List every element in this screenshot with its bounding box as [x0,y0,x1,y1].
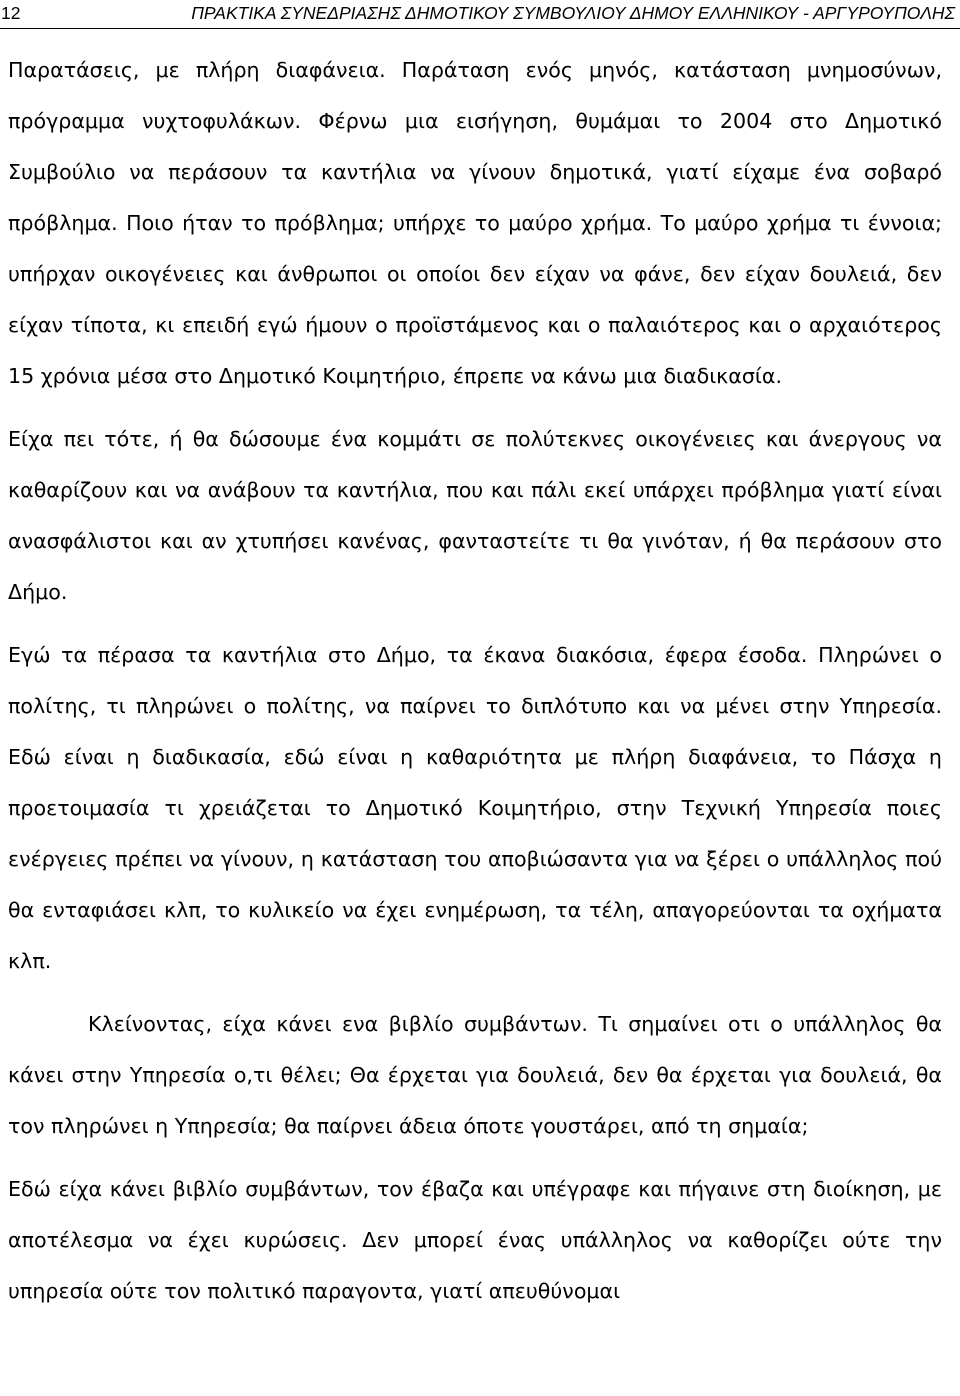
page-header [0,2,960,29]
paragraph: Παρατάσεις, με πλήρη διαφάνεια. Παράταση ενός μηνός, κατάσταση μνημοσύνων, πρόγραμμα νυχτοφυλάκων. Φέρνω μια εισήγηση, θυμάμαι το 2004 στο Δημοτικό Συμβούλιο να περάσουν τα καντήλια να γίνουν δημοτικά, γιατί είχαμε ένα σοβαρό πρόβλημα. Ποιο ήταν το πρόβλημα; υπήρχε το μαύρο χρήμα. Το μαύρο χρήμα τι έννοια; υπήρχαν οικογένειες και άνθρωποι οι οποίοι δεν είχαν να φάνε, δεν είχαν δουλειά, δεν είχαν τίποτα, κι επειδή εγώ ήμουν ο προϊστάμενος και ο παλαιότερος και ο αρχαιότερος 15 χρόνια μέσα στο Δημοτικό Κοιμητήριο, έπρεπε να κάνω μια διαδικασία. [8,58,942,388]
paragraph: Κλείνοντας, είχα κάνει ενα βιβλίο συμβάντων. Τι σημαίνει οτι ο υπάλληλος θα κάνει στην Υπηρεσία ο,τι θέλει; Θα έρχεται για δουλειά, δεν θα έρχεται για δουλειά, θα τον πληρώνει η Υπηρεσία; θα παίρνει άδεια όποτε γουστάρει, από τη σημαία; [8,1012,942,1138]
paragraph: Είχα πει τότε, ή θα δώσουμε ένα κομμάτι σε πολύτεκνες οικογένειες και άνεργους να καθαρίζουν και να ανάβουν τα καντήλια, που και πάλι εκεί υπάρχει πρόβλημα γιατί είναι ανασφάλιστοι και αν χτυπήσει κανένας, φανταστείτε τι θα γινόταν, ή θα περάσουν στο Δήμο. [8,427,942,604]
page-number: 12 [1,3,21,23]
document-body [8,45,942,1317]
running-title: ΠΡΑΚΤΙΚΑ ΣΥΝΕΔΡΙΑΣΗΣ ΔΗΜΟΤΙΚΟΥ ΣΥΜΒΟΥΛΙΟΥ ΔΗΜΟΥ ΕΛΛΗΝΙΚΟΥ - ΑΡΓΥΡΟΥΠΟΛΗΣ [191,3,955,23]
paragraph: Εγώ τα πέρασα τα καντήλια στο Δήμο, τα έκανα διακόσια, έφερα έσοδα. Πληρώνει ο πολίτης, τι πληρώνει ο πολίτης, να παίρνει το διπλότυπο και να μένει στην Υπηρεσία. Εδώ είναι η διαδικασία, εδώ είναι η καθαριότητα με πλήρη διαφάνεια, το Πάσχα η προετοιμασία τι χρειάζεται το Δημοτικό Κοιμητήριο, στην Τεχνική Υπηρεσία ποιες ενέργειες πρέπει να γίνουν, η κατάσταση του αποβιώσαντα για να ξέρει ο υπάλληλος πού θα ενταφιάσει κλπ, το κυλικείο να έχει ενημέρωση, τα τέλη, απαγορεύονται τα οχήματα κλπ. [8,643,942,973]
paragraph: Εδώ είχα κάνει βιβλίο συμβάντων, τον έβαζα και υπέγραφε και πήγαινε στη διοίκηση, με αποτέλεσμα να έχει κυρώσεις. Δεν μπορεί ένας υπάλληλος να καθορίζει ούτε την υπηρεσία ούτε τον πολιτικό παραγοντα, γιατί απευθύνομαι [8,1177,942,1303]
